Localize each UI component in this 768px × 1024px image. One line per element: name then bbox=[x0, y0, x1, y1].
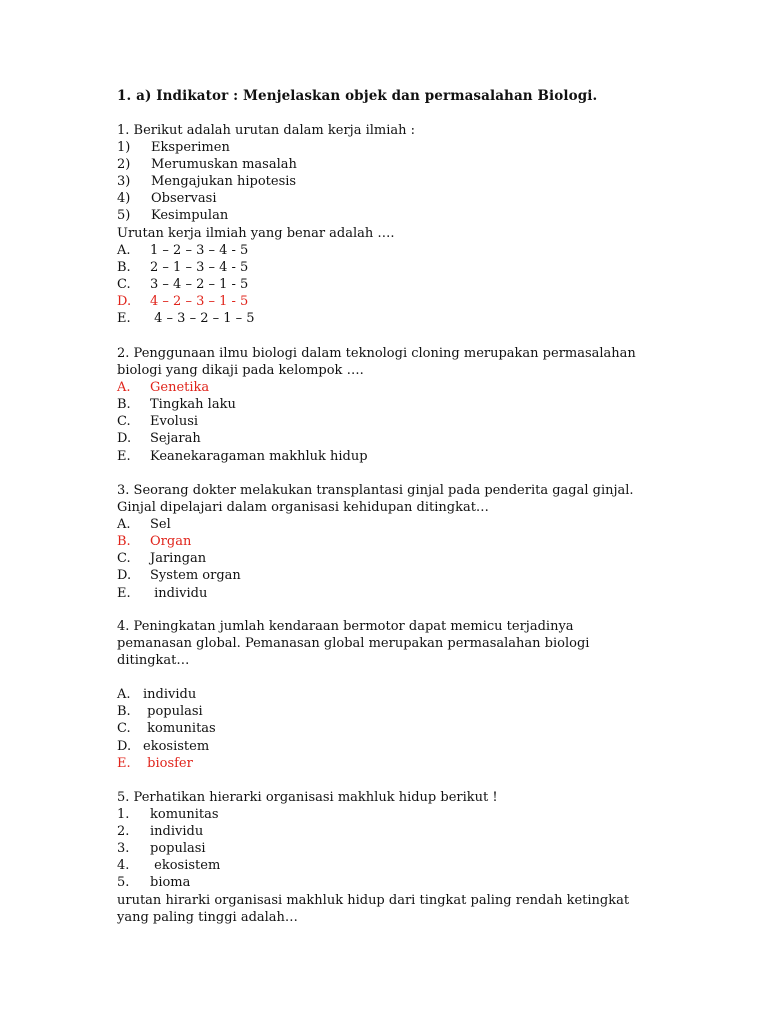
question-5-stem: 5. Perhatikan hierarki organisasi makhluk hidup berikut ! bbox=[117, 790, 498, 805]
option-e: E. individu bbox=[117, 585, 208, 601]
indicator-heading: 1. a) Indikator : Menjelaskan objek dan permasalahan Biologi. bbox=[117, 88, 598, 104]
list-item: 4. ekosistem bbox=[117, 858, 221, 874]
option-c: C. komunitas bbox=[117, 721, 216, 737]
question-1 bbox=[117, 122, 657, 327]
question-4-stem-line-3: ditingkat… bbox=[117, 653, 190, 669]
list-item: 1) Eksperimen bbox=[117, 140, 230, 156]
question-3 bbox=[117, 482, 657, 602]
question-1-prompt: Urutan kerja ilmiah yang benar adalah …. bbox=[117, 225, 395, 241]
option-b: B. Tingkah laku bbox=[117, 397, 236, 413]
option-d: D. ekosistem bbox=[117, 738, 210, 754]
question-4-stem-line-1: 4. Peningkatan jumlah kendaraan bermotor dapat memicu terjadinya bbox=[117, 619, 574, 634]
option-a: A. 1 – 2 – 3 – 4 - 5 bbox=[117, 242, 249, 258]
question-2-stem-line-1: 2. Penggunaan ilmu biologi dalam teknologi cloning merupakan permasalahan bbox=[117, 346, 636, 361]
option-d: D. Sejarah bbox=[117, 431, 201, 447]
question-4-stem-line-2: pemanasan global. Pemanasan global merupakan permasalahan biologi bbox=[117, 636, 590, 652]
list-item: 5. bioma bbox=[117, 875, 191, 891]
list-item: 2. individu bbox=[117, 824, 204, 840]
list-item: 1. komunitas bbox=[117, 807, 219, 823]
option-b: B. 2 – 1 – 3 – 4 - 5 bbox=[117, 259, 249, 275]
option-c: C. Jaringan bbox=[117, 551, 207, 567]
question-3-stem-line-2: Ginjal dipelajari dalam organisasi kehidupan ditingkat… bbox=[117, 500, 489, 516]
question-5-prompt-line-2: yang paling tinggi adalah… bbox=[117, 909, 298, 925]
option-d: D. System organ bbox=[117, 568, 241, 584]
option-e-correct: E. biosfer bbox=[117, 755, 193, 771]
list-item: 2) Merumuskan masalah bbox=[117, 157, 297, 173]
question-5 bbox=[117, 789, 657, 926]
option-b-correct: B. Organ bbox=[117, 534, 192, 550]
option-a-correct: A. Genetika bbox=[117, 380, 210, 396]
question-2 bbox=[117, 345, 657, 465]
question-3-stem-line-1: 3. Seorang dokter melakukan transplantasi ginjal pada penderita gagal ginjal. bbox=[117, 483, 634, 498]
option-b: B. populasi bbox=[117, 704, 203, 720]
option-c: C. Evolusi bbox=[117, 414, 199, 430]
option-a: A. Sel bbox=[117, 517, 171, 533]
option-e: E. Keanekaragaman makhluk hidup bbox=[117, 448, 368, 464]
option-c: C. 3 – 4 – 2 – 1 - 5 bbox=[117, 276, 249, 292]
option-e: E. 4 – 3 – 2 – 1 – 5 bbox=[117, 311, 255, 327]
list-item: 3. populasi bbox=[117, 841, 206, 857]
question-1-stem: 1. Berikut adalah urutan dalam kerja ilmiah : bbox=[117, 123, 416, 138]
question-2-stem-line-2: biologi yang dikaji pada kelompok …. bbox=[117, 363, 364, 379]
question-4 bbox=[117, 618, 657, 772]
list-item: 4) Observasi bbox=[117, 191, 217, 207]
option-a: A. individu bbox=[117, 687, 197, 703]
list-item: 3) Mengajukan hipotesis bbox=[117, 174, 297, 190]
question-5-prompt-line-1: urutan hirarki organisasi makhluk hidup dari tingkat paling rendah ketingkat bbox=[117, 892, 630, 908]
option-d-correct: D. 4 – 2 – 3 – 1 - 5 bbox=[117, 293, 249, 309]
list-item: 5) Kesimpulan bbox=[117, 208, 229, 224]
